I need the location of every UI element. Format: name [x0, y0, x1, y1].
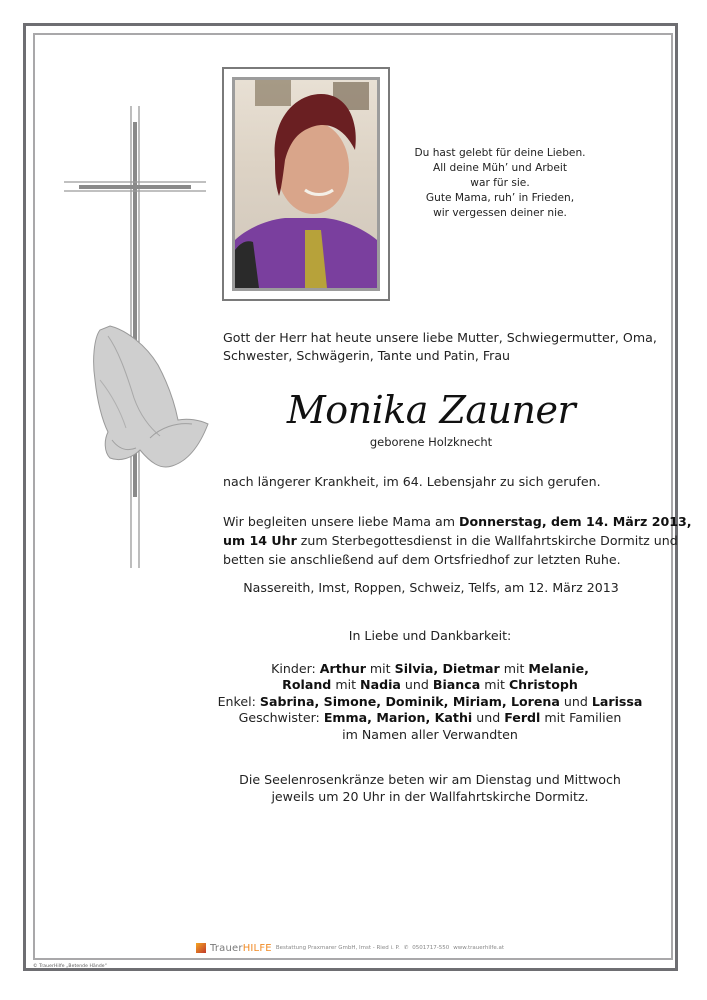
connector: und	[559, 693, 592, 709]
poem-line: All deine Müh’ und Arbeit	[432, 162, 568, 174]
funeral-details	[223, 512, 692, 569]
intro-text	[223, 329, 657, 364]
portrait-frame	[222, 67, 390, 301]
rosary-line: jeweils um 20 Uhr in der Wallfahrtskirche Dormitz.	[271, 788, 589, 804]
family-name: Roland	[282, 677, 332, 692]
family-name: Nadia	[360, 677, 401, 692]
connector: und	[472, 710, 505, 725]
funeral-text: zum Sterbegottesdienst in die Wallfahrtskirche Dormitz und	[296, 533, 678, 548]
rosary-line: Die Seelenrosenkränze beten wir am Dienstag und Mittwoch	[239, 772, 621, 787]
deceased-name: Monika Zauner	[286, 388, 576, 432]
logo-text: Trauer	[210, 942, 243, 954]
family-name: Bianca	[432, 677, 481, 692]
family-name: Larissa	[591, 693, 643, 709]
funeral-date: Donnerstag, dem 14. März 2013,	[459, 514, 692, 529]
siblings-label: Geschwister:	[238, 710, 324, 725]
intro-line: Schwester, Schwägerin, Tante und Patin, Frau	[223, 347, 511, 363]
children-label: Kinder:	[271, 660, 320, 676]
company-name: Bestattung Praxmarer GmbH, Imst - Ried i. P.	[275, 945, 400, 951]
connector: mit	[331, 677, 361, 692]
grandchildren-label: Enkel:	[217, 693, 260, 709]
poem-line: wir vergessen deiner nie.	[433, 207, 567, 219]
footer	[196, 941, 504, 955]
portrait-photo	[232, 77, 380, 291]
memorial-poem	[405, 146, 595, 221]
family-name: Arthur	[319, 660, 366, 676]
family-name: Silvia, Dietmar	[394, 660, 500, 676]
intro-line: Gott der Herr hat heute unsere liebe Mutter, Schwiegermutter, Oma,	[223, 330, 657, 345]
phone-icon: ✆	[403, 945, 409, 951]
place-date: Nassereith, Imst, Roppen, Schweiz, Telfs, am 12. März 2013	[243, 580, 619, 595]
funeral-text: betten sie anschließend auf dem Ortsfriedhof zur letzten Ruhe.	[223, 552, 621, 567]
poem-line: Gute Mama, ruh’ in Frieden,	[425, 192, 575, 204]
family-closing: im Namen aller Verwandten	[342, 726, 518, 742]
family-list	[180, 628, 680, 743]
children-row	[180, 661, 680, 678]
family-name: Emma, Marion, Kathi	[323, 710, 473, 725]
connector: mit	[480, 677, 509, 692]
connector: und	[400, 677, 433, 692]
funeral-text: Wir begleiten unsere liebe Mama am	[223, 514, 459, 529]
family-name: Melanie,	[528, 660, 589, 676]
funeral-time: um 14 Uhr	[223, 533, 297, 548]
connector: mit Familien	[540, 710, 622, 725]
image-credit: © TrauerHilfe „Betende Hände“	[33, 964, 108, 969]
rosary-notice	[180, 772, 680, 805]
illness-text: nach längerer Krankheit, im 64. Lebensjahr zu sich gerufen.	[223, 474, 601, 489]
phone-number: 0501717-550	[412, 945, 450, 951]
children-row	[180, 677, 680, 694]
family-name: Sabrina, Simone, Dominik, Miriam, Lorena	[259, 693, 560, 709]
family-heading: In Liebe und Dankbarkeit:	[348, 628, 512, 643]
trauerhilfe-logo-icon	[196, 943, 206, 953]
poem-line: Du hast gelebt für deine Lieben.	[414, 147, 586, 159]
website-link[interactable]: www.trauerhilfe.at	[453, 945, 504, 951]
grandchildren-row	[180, 694, 680, 711]
connector: mit	[499, 660, 529, 676]
family-name: Ferdl	[504, 710, 541, 725]
connector: mit	[365, 660, 395, 676]
logo-text-accent: HILFE	[242, 942, 272, 954]
siblings-row	[180, 710, 680, 727]
poem-line: war für sie.	[470, 177, 530, 189]
maiden-name: geborene Holzknecht	[369, 435, 493, 449]
family-name: Christoph	[508, 677, 578, 692]
